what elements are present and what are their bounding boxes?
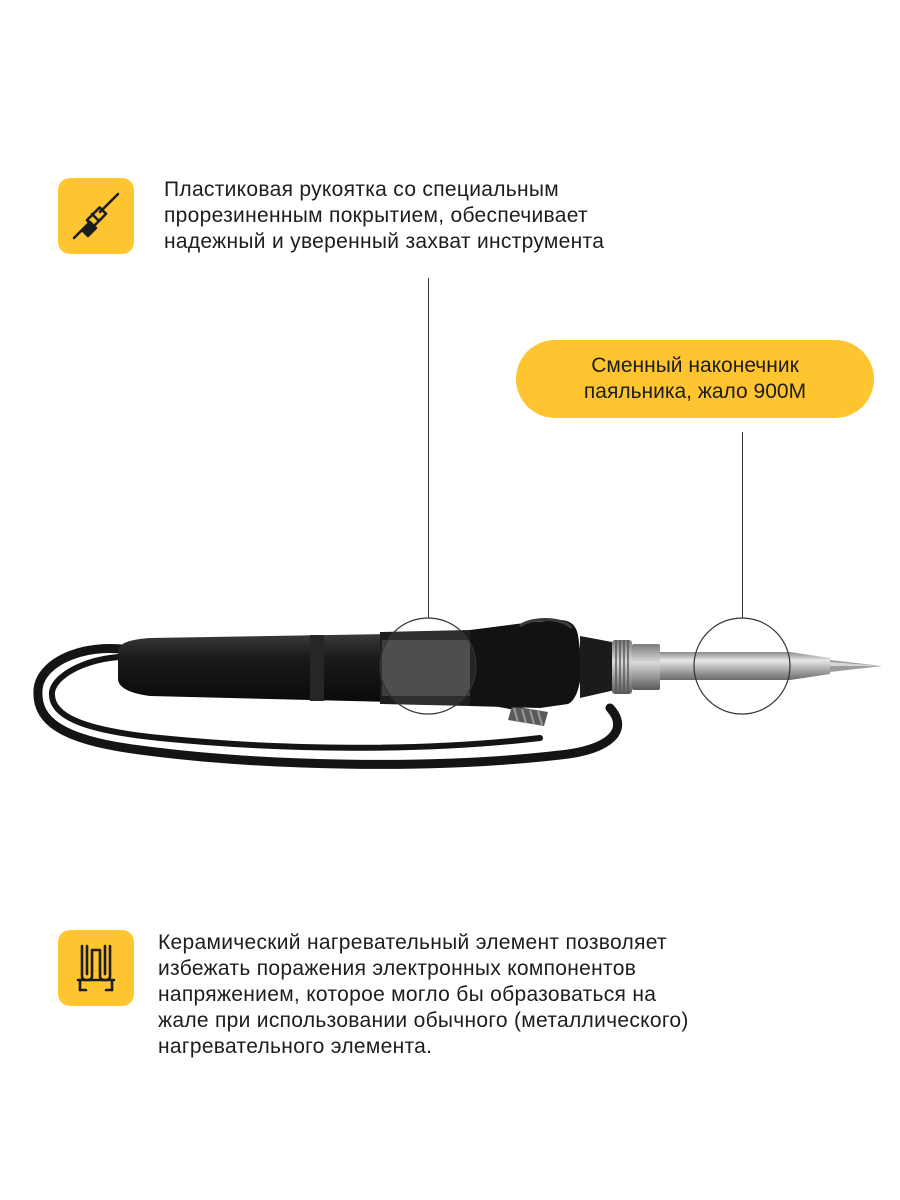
tip-callout-badge xyxy=(516,340,874,418)
handle-text-line: надежный и уверенный захват инструмента xyxy=(164,230,605,253)
strain-relief xyxy=(508,706,548,726)
handle-text-line: прорезиненным покрытием, обеспечивает xyxy=(164,204,588,227)
heater-text-line: жале при использовании обычного (металлического) xyxy=(158,1009,689,1032)
handle-leader-line xyxy=(428,278,429,618)
soldering-iron-image xyxy=(0,580,900,810)
handle-text-line: Пластиковая рукоятка со специальным xyxy=(164,178,560,201)
heater-text-line: Керамический нагревательный элемент позволяет xyxy=(158,931,667,954)
handle-highlight-circle xyxy=(380,618,476,714)
heater-text-line: напряжением, которое могло бы образоваться на xyxy=(158,983,657,1006)
heater-feature-text xyxy=(158,930,689,1060)
tip-text-line: Сменный наконечник xyxy=(591,354,799,377)
heater-text-line: избежать поражения электронных компонентов xyxy=(158,957,637,980)
handle-feature-icon-box xyxy=(58,178,134,254)
tip-nut xyxy=(612,640,660,694)
tip xyxy=(660,652,882,680)
soldering-iron-icon xyxy=(70,190,122,242)
heater-feature-icon-box xyxy=(58,930,134,1006)
heating-element-icon xyxy=(70,940,122,996)
heater-text-line: нагревательного элемента. xyxy=(158,1035,433,1058)
tip-text-line: паяльника, жало 900M xyxy=(583,380,807,403)
handle-feature-text xyxy=(164,177,604,255)
handle xyxy=(118,620,615,709)
